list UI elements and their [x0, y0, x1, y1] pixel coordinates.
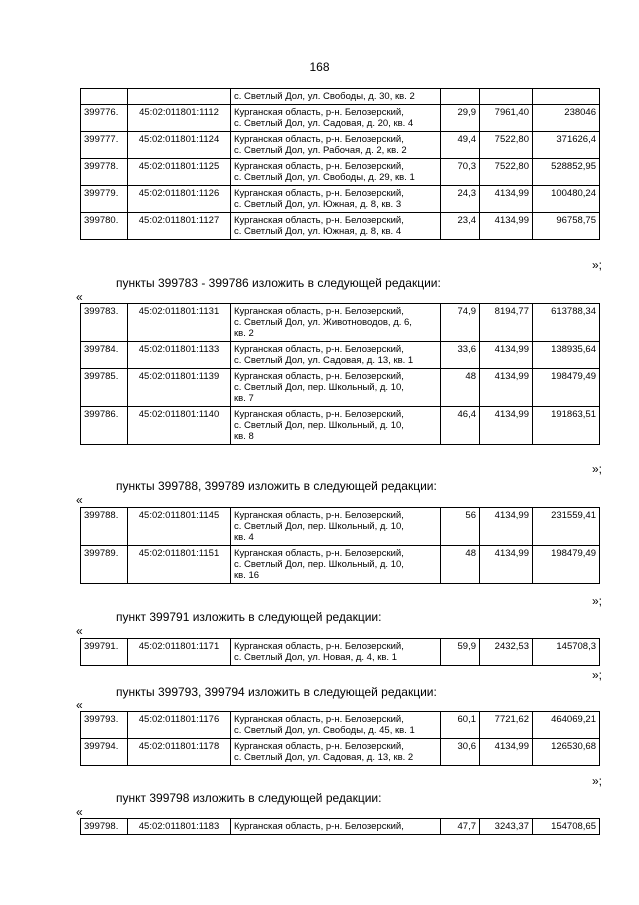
cadastral-value-cell: 96758,75	[533, 213, 600, 240]
table-row	[81, 546, 600, 584]
cadastral-value-cell: 464069,21	[533, 712, 600, 739]
unit-price-cell: 2432,53	[480, 639, 533, 666]
instruction-3: пункт 399791 изложить в следующей редакции:	[116, 610, 382, 624]
address-line: Курганская область, р-н. Белозерский,	[234, 714, 404, 725]
registry-table-1	[80, 88, 600, 240]
address-cell	[231, 508, 441, 546]
table-row	[81, 132, 600, 159]
cadastral-number-cell: 45:02:011801:1131	[128, 304, 231, 342]
area-cell: 74,9	[441, 304, 480, 342]
table-row	[81, 407, 600, 445]
closing-quote-3: »;	[592, 594, 603, 608]
unit-price-cell: 7522,80	[480, 159, 533, 186]
area-cell: 48	[441, 546, 480, 584]
address-line: Курганская область, р-н. Белозерский,	[234, 107, 404, 118]
cadastral-value-cell: 191863,51	[533, 407, 600, 445]
area-cell: 33,6	[441, 342, 480, 369]
address-line: кв. 7	[234, 393, 254, 404]
table-row	[81, 186, 600, 213]
cadastral-value-cell	[533, 89, 600, 105]
cadastral-number-cell: 45:02:011801:1151	[128, 546, 231, 584]
cadastral-number-cell: 45:02:011801:1139	[128, 369, 231, 407]
address-cell	[231, 739, 441, 766]
unit-price-cell: 7721,62	[480, 712, 533, 739]
unit-price-cell: 3243,37	[480, 819, 533, 835]
item-number-cell: 399789.	[81, 546, 128, 584]
table-row	[81, 819, 600, 835]
item-number-cell: 399777.	[81, 132, 128, 159]
item-number-cell: 399794.	[81, 739, 128, 766]
address-cell	[231, 546, 441, 584]
unit-price-cell: 4134,99	[480, 213, 533, 240]
opening-quote-4: «	[76, 698, 83, 712]
address-line: с. Светлый Дол, ул. Свободы, д. 29, кв. 1	[234, 172, 415, 183]
address-line: с. Светлый Дол, ул. Южная, д. 8, кв. 3	[234, 199, 402, 210]
area-cell: 46,4	[441, 407, 480, 445]
cadastral-number-cell: 45:02:011801:1140	[128, 407, 231, 445]
closing-quote-2: »;	[592, 462, 603, 476]
cadastral-number-cell: 45:02:011801:1183	[128, 819, 231, 835]
address-line: Курганская область, р-н. Белозерский,	[234, 215, 404, 226]
address-line: Курганская область, р-н. Белозерский,	[234, 161, 404, 172]
registry-table-4	[80, 638, 600, 666]
unit-price-cell: 4134,99	[480, 342, 533, 369]
address-line: Курганская область, р-н. Белозерский,	[234, 821, 404, 832]
item-number-cell: 399786.	[81, 407, 128, 445]
instruction-4: пункты 399793, 399794 изложить в следующей редакции:	[116, 685, 437, 699]
address-line: с. Светлый Дол, ул. Садовая, д. 13, кв. 1	[234, 355, 414, 366]
address-line: Курганская область, р-н. Белозерский,	[234, 344, 404, 355]
unit-price-cell: 4134,99	[480, 407, 533, 445]
item-number-cell: 399788.	[81, 508, 128, 546]
cadastral-value-cell: 126530,68	[533, 739, 600, 766]
cadastral-value-cell: 238046	[533, 105, 600, 132]
table-row	[81, 712, 600, 739]
unit-price-cell: 8194,77	[480, 304, 533, 342]
address-line: Курганская область, р-н. Белозерский,	[234, 548, 404, 559]
registry-table-3	[80, 507, 600, 584]
unit-price-cell: 7522,80	[480, 132, 533, 159]
address-line: Курганская область, р-н. Белозерский,	[234, 409, 404, 420]
item-number-cell	[81, 89, 128, 105]
item-number-cell: 399793.	[81, 712, 128, 739]
unit-price-cell: 4134,99	[480, 369, 533, 407]
unit-price-cell: 4134,99	[480, 739, 533, 766]
closing-quote-5: »;	[592, 774, 603, 788]
cadastral-number-cell	[128, 89, 231, 105]
area-cell: 47,7	[441, 819, 480, 835]
area-cell: 70,3	[441, 159, 480, 186]
area-cell: 23,4	[441, 213, 480, 240]
address-cell	[231, 159, 441, 186]
address-line: Курганская область, р-н. Белозерский,	[234, 641, 404, 652]
address-line: кв. 8	[234, 431, 254, 442]
cadastral-value-cell: 145708,3	[533, 639, 600, 666]
item-number-cell: 399798.	[81, 819, 128, 835]
cadastral-number-cell: 45:02:011801:1127	[128, 213, 231, 240]
address-line: с. Светлый Дол, пер. Школьный, д. 10,	[234, 521, 404, 532]
address-cell	[231, 105, 441, 132]
address-line: с. Светлый Дол, пер. Школьный, д. 10,	[234, 382, 404, 393]
cadastral-number-cell: 45:02:011801:1176	[128, 712, 231, 739]
address-cell	[231, 186, 441, 213]
area-cell: 48	[441, 369, 480, 407]
address-line: кв. 2	[234, 328, 254, 339]
item-number-cell: 399783.	[81, 304, 128, 342]
cadastral-value-cell: 198479,49	[533, 546, 600, 584]
cadastral-value-cell: 231559,41	[533, 508, 600, 546]
closing-quote-1: »;	[592, 258, 603, 272]
cadastral-value-cell: 154708,65	[533, 819, 600, 835]
address-cell	[231, 712, 441, 739]
item-number-cell: 399791.	[81, 639, 128, 666]
unit-price-cell: 7961,40	[480, 105, 533, 132]
item-number-cell: 399779.	[81, 186, 128, 213]
opening-quote-2: «	[76, 493, 83, 507]
item-number-cell: 399780.	[81, 213, 128, 240]
cadastral-value-cell: 138935,64	[533, 342, 600, 369]
address-line: с. Светлый Дол, пер. Школьный, д. 10,	[234, 420, 404, 431]
cadastral-number-cell: 45:02:011801:1171	[128, 639, 231, 666]
address-cell	[231, 819, 441, 835]
registry-table-6	[80, 818, 600, 835]
cadastral-value-cell: 613788,34	[533, 304, 600, 342]
address-line: с. Светлый Дол, пер. Школьный, д. 10,	[234, 559, 404, 570]
address-line: Курганская область, р-н. Белозерский,	[234, 510, 404, 521]
table-row	[81, 508, 600, 546]
table-row	[81, 159, 600, 186]
instruction-1: пункты 399783 - 399786 изложить в следующей редакции:	[116, 276, 441, 290]
address-line: с. Светлый Дол, ул. Садовая, д. 13, кв. 2	[234, 752, 414, 763]
cadastral-value-cell: 100480,24	[533, 186, 600, 213]
page-number: 168	[309, 60, 330, 74]
table-row	[81, 369, 600, 407]
item-number-cell: 399778.	[81, 159, 128, 186]
table-row	[81, 304, 600, 342]
cadastral-value-cell: 528852,95	[533, 159, 600, 186]
instruction-2: пункты 399788, 399789 изложить в следующей редакции:	[116, 479, 437, 493]
cadastral-number-cell: 45:02:011801:1125	[128, 159, 231, 186]
item-number-cell: 399785.	[81, 369, 128, 407]
cadastral-number-cell: 45:02:011801:1124	[128, 132, 231, 159]
opening-quote-5: «	[76, 805, 83, 819]
area-cell: 49,4	[441, 132, 480, 159]
address-cell	[231, 132, 441, 159]
area-cell	[441, 89, 480, 105]
address-cell	[231, 213, 441, 240]
table-row	[81, 342, 600, 369]
address-cell	[231, 639, 441, 666]
unit-price-cell: 4134,99	[480, 186, 533, 213]
address-cell	[231, 304, 441, 342]
instruction-5: пункт 399798 изложить в следующей редакции:	[116, 791, 382, 805]
area-cell: 56	[441, 508, 480, 546]
opening-quote-3: «	[76, 624, 83, 638]
area-cell: 29,9	[441, 105, 480, 132]
address-line: кв. 16	[234, 570, 260, 581]
registry-table-2	[80, 303, 600, 445]
area-cell: 30,6	[441, 739, 480, 766]
address-line: Курганская область, р-н. Белозерский,	[234, 188, 404, 199]
address-line: с. Светлый Дол, ул. Животноводов, д. 6,	[234, 317, 412, 328]
table-row	[81, 105, 600, 132]
table-row	[81, 639, 600, 666]
address-cell	[231, 342, 441, 369]
registry-table-5	[80, 711, 600, 766]
address-line: с. Светлый Дол, ул. Рабочая, д. 2, кв. 2	[234, 145, 407, 156]
address-line: с. Светлый Дол, ул. Южная, д. 8, кв. 4	[234, 226, 402, 237]
address-line: с. Светлый Дол, ул. Садовая, д. 20, кв. 4	[234, 118, 414, 129]
address-line: Курганская область, р-н. Белозерский,	[234, 371, 404, 382]
address-cell	[231, 89, 441, 105]
address-line: с. Светлый Дол, ул. Свободы, д. 30, кв. 2	[234, 91, 415, 102]
table-row	[81, 213, 600, 240]
area-cell: 59,9	[441, 639, 480, 666]
cadastral-number-cell: 45:02:011801:1178	[128, 739, 231, 766]
cadastral-number-cell: 45:02:011801:1126	[128, 186, 231, 213]
address-line: с. Светлый Дол, ул. Новая, д. 4, кв. 1	[234, 652, 397, 663]
table-row	[81, 89, 600, 105]
unit-price-cell: 4134,99	[480, 508, 533, 546]
area-cell: 60,1	[441, 712, 480, 739]
address-line: с. Светлый Дол, ул. Свободы, д. 45, кв. 1	[234, 725, 415, 736]
closing-quote-4: »;	[592, 668, 603, 682]
address-line: Курганская область, р-н. Белозерский,	[234, 741, 404, 752]
area-cell: 24,3	[441, 186, 480, 213]
cadastral-number-cell: 45:02:011801:1145	[128, 508, 231, 546]
unit-price-cell: 4134,99	[480, 546, 533, 584]
item-number-cell: 399784.	[81, 342, 128, 369]
table-row	[81, 739, 600, 766]
address-line: Курганская область, р-н. Белозерский,	[234, 306, 404, 317]
address-line: Курганская область, р-н. Белозерский,	[234, 134, 404, 145]
unit-price-cell	[480, 89, 533, 105]
item-number-cell: 399776.	[81, 105, 128, 132]
cadastral-number-cell: 45:02:011801:1133	[128, 342, 231, 369]
address-cell	[231, 407, 441, 445]
opening-quote-1: «	[76, 290, 83, 304]
cadastral-number-cell: 45:02:011801:1112	[128, 105, 231, 132]
address-cell	[231, 369, 441, 407]
cadastral-value-cell: 371626,4	[533, 132, 600, 159]
cadastral-value-cell: 198479,49	[533, 369, 600, 407]
address-line: кв. 4	[234, 532, 254, 543]
